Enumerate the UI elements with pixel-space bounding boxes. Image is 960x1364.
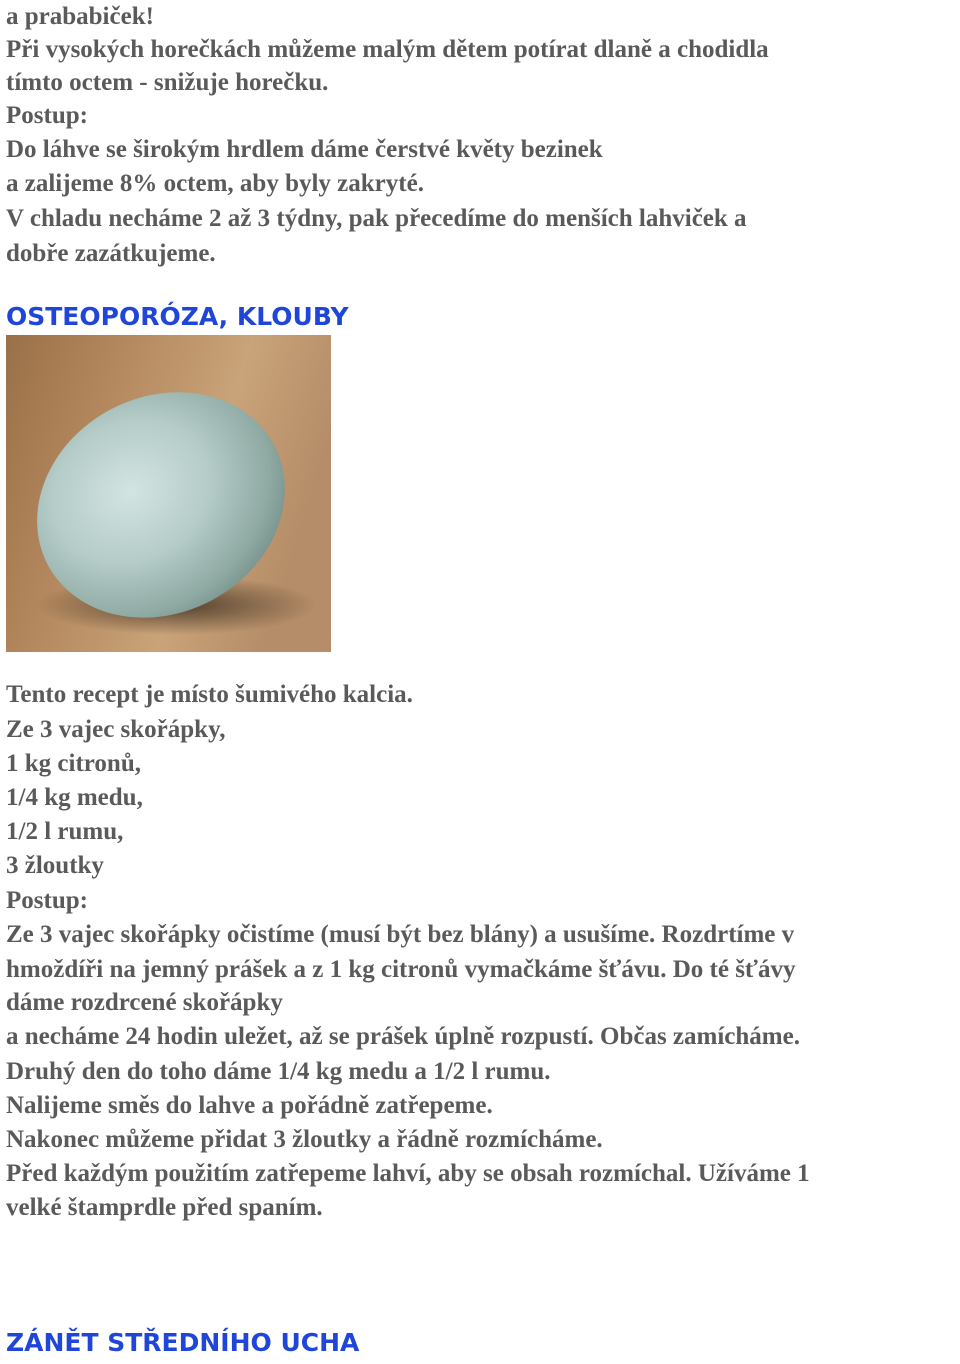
text-line: 1 kg citronů, <box>6 750 141 777</box>
text-line: 1/2 l rumu, <box>6 818 124 845</box>
text-line: dobře zazátkujeme. <box>6 240 216 267</box>
text-line: tímto octem - snižuje horečku. <box>6 69 329 96</box>
text-line: Ze 3 vajec skořápky očistíme (musí být bez blány) a usušíme. Rozdrtíme v <box>6 921 795 948</box>
text-line: Ze 3 vajec skořápky, <box>6 716 226 743</box>
text-line: Postup: <box>6 102 88 129</box>
text-line: Tento recept je místo šumivého kalcia. <box>6 681 413 708</box>
text-line: hmoždíři na jemný prášek a z 1 kg citronů vymačkáme šťávu. Do té šťávy <box>6 956 796 983</box>
text-line: 3 žloutky <box>6 852 104 879</box>
text-line: 1/4 kg medu, <box>6 784 143 811</box>
text-line: velké štamprdle před spaním. <box>6 1194 323 1221</box>
text-line: Nakonec můžeme přidat 3 žloutky a řádně rozmícháme. <box>6 1126 603 1153</box>
text-line: a necháme 24 hodin uležet, až se prášek úplně rozpustí. Občas zamícháme. <box>6 1023 800 1050</box>
text-line: Do láhve se širokým hrdlem dáme čerstvé květy bezinek <box>6 136 603 163</box>
text-line: Postup: <box>6 887 88 914</box>
section-heading: OSTEOPORÓZA, KLOUBY <box>6 302 349 331</box>
text-line: Nalijeme směs do lahve a pořádně zatřepeme. <box>6 1092 493 1119</box>
text-line: Při vysokých horečkách můžeme malým dětem potírat dlaně a chodidla <box>6 36 769 63</box>
text-line: a prababiček! <box>6 3 154 30</box>
text-line: Před každým použitím zatřepeme lahví, aby se obsah rozmíchal. Užíváme 1 <box>6 1160 810 1187</box>
text-line: dáme rozdrcené skořápky <box>6 989 283 1016</box>
text-line: Druhý den do toho dáme 1/4 kg medu a 1/2 l rumu. <box>6 1058 551 1085</box>
text-line: a zalijeme 8% octem, aby byly zakryté. <box>6 170 424 197</box>
egg-photo <box>6 335 331 652</box>
text-line: V chladu necháme 2 až 3 týdny, pak přecedíme do menších lahviček a <box>6 205 747 232</box>
section-heading: ZÁNĚT STŘEDNÍHO UCHA <box>6 1328 360 1357</box>
